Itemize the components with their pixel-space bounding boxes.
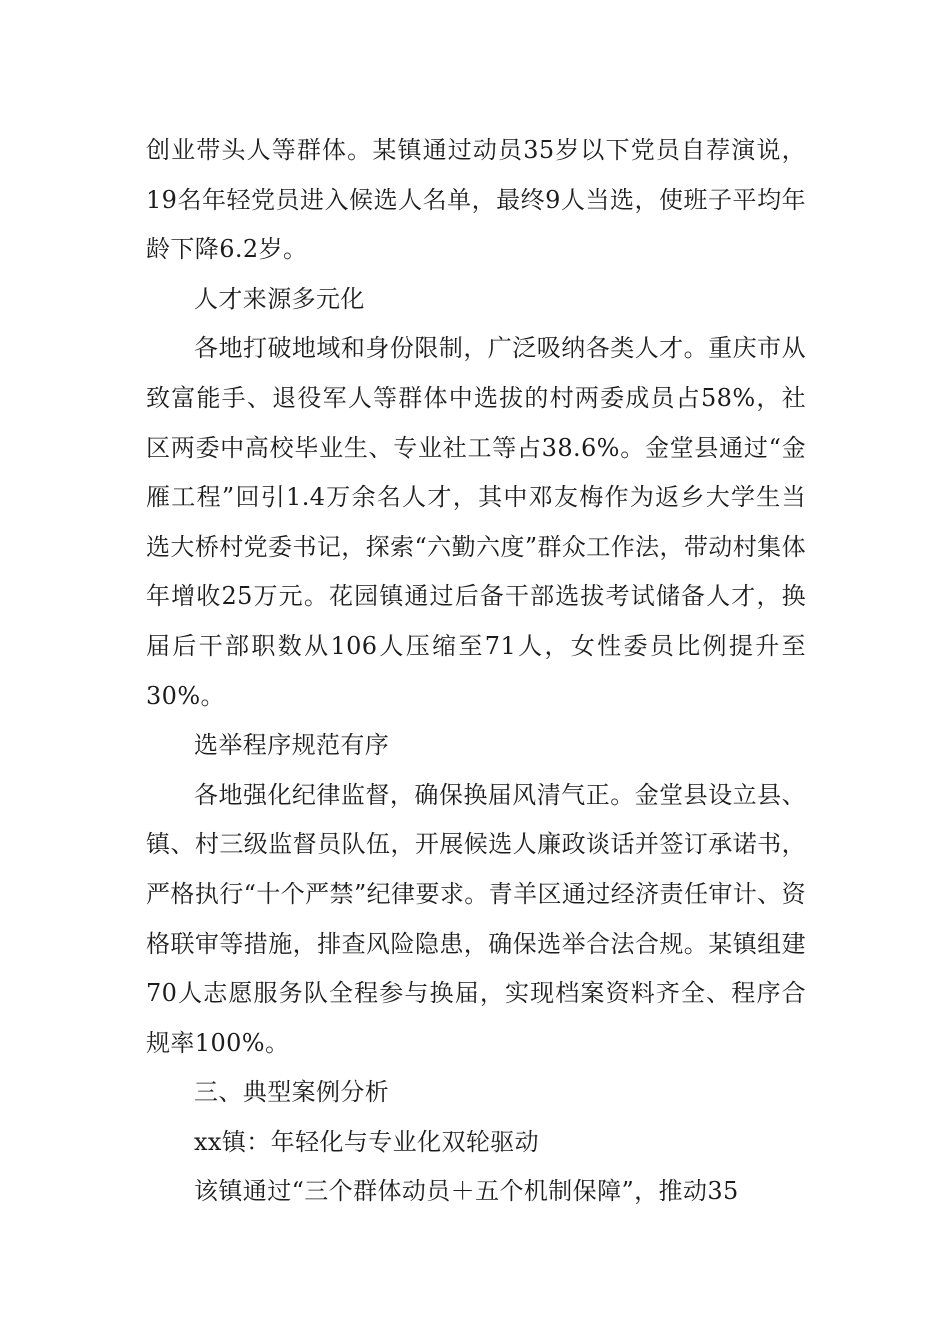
paragraph-xx-town: 该镇通过“三个群体动员＋五个机制保障”，推动35 [194, 1177, 739, 1206]
section-heading-case-analysis: 三、典型案例分析 [194, 1078, 390, 1107]
paragraph-continuation: 创业带头人等群体。某镇通过动员35岁以下党员自荐演说，19名年轻党员进入候选人名单，最终9人当选，使班子平均年龄下降6.2岁。 [146, 136, 806, 264]
paragraph-election-procedure: 各地强化纪律监督，确保换届风清气正。金堂县设立县、镇、村三级监督员队伍，开展候选人廉政谈话并签订承诺书，严格执行“十个严禁”纪律要求。青羊区通过经济责任审计、资格联审等措施，排查风险隐患，确保选举合法合规。某镇组建70人志愿服务队全程参与换届，实现档案资料齐全、程序合规率100%。 [146, 780, 806, 1057]
paragraph-talent-sources: 各地打破地域和身份限制，广泛吸纳各类人才。重庆市从致富能手、退役军人等群体中选拔的村两委成员占58%，社区两委中高校毕业生、专业社工等占38.6%。金堂县通过“金雁工程”回引1.4万余名人才，其中邓友梅作为返乡大学生当选大桥村党委书记，探索“六勤六度”群众工作法，带动村集体年增收25万元。花园镇通过后备干部选拔考试储备人才，换届后干部职数从106人压缩至71人，女性委员比例提升至30%。 [146, 334, 806, 710]
section-heading-talent-sources: 人才来源多元化 [194, 284, 365, 313]
document-page [146, 126, 806, 1217]
section-heading-election-procedure: 选举程序规范有序 [194, 731, 390, 760]
subheading-xx-town: xx镇：年轻化与专业化双轮驱动 [194, 1127, 540, 1156]
